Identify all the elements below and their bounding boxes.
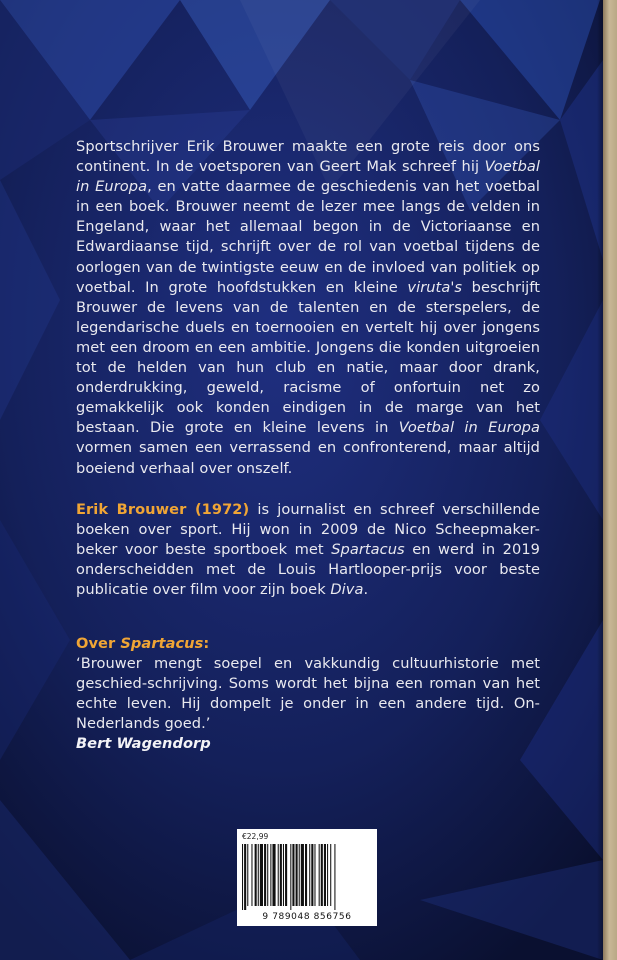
- book-blurb: Sportschrijver Erik Brouwer maakte een grote reis door ons continent. In de voetsporen van Geert Mak schreef hij Voetbal in Europa, en vatte daarmee de geschiedenis van het voetbal in een boek. Brouwer neemt de lezer mee langs de velden in Engeland, waar het allemaal begon in de Victoriaanse en Edwardiaanse tijd, schrijft over de rol van voetbal tijdens de oorlogen van de twintigste eeuw en de invloed van politiek op voetbal. In grote hoofdstukken en kleine viruta's beschrijft Brouwer de levens van de talenten en de sterspelers, de legendarische duels en toernooien en vertelt hij over jongens met een droom en een ambitie. Jongens die konden uitgroeien tot de helden van hun club en natie, maar door drank, onderdrukking, geweld, racisme of onfortuin net zo gemakkelijk ook konden eindigen in de marge van het bestaan. Die grote en kleine levens in Voetbal in Europa vormen samen een verrassend en confronterend, maar altijd boeiend verhaal over onszelf.: [76, 138, 541, 477]
- review-quote: [76, 634, 540, 755]
- book-spine-edge: [603, 0, 617, 960]
- quote-text: ‘Brouwer mengt soepel en vakkundig cultuurhistorie met geschied-schrijving. Soms wordt het bijna een roman van het echte leven. Hij dompelt je onder in een andere tijd. On-Nederlands goed.’: [76, 655, 540, 733]
- price-label: €22,99: [242, 832, 269, 841]
- author-bio: Erik Brouwer (1972) is journalist en schreef verschillende boeken over sport. Hij won in 2009 de Nico Scheepmaker-beker voor beste sportboek met Spartacus en werd in 2019 onderscheidden met de Louis Hartlooper-prijs voor beste publicatie over film voor zijn boek Diva.: [76, 501, 540, 599]
- barcode: [237, 829, 377, 926]
- quote-source: Bert Wagendorp: [76, 735, 211, 753]
- author-name: Erik Brouwer (1972): [76, 501, 250, 518]
- quote-label: Over Spartacus:: [76, 635, 210, 652]
- isbn-number: 9 789048 856756: [262, 912, 352, 922]
- barcode-bars: [242, 844, 372, 910]
